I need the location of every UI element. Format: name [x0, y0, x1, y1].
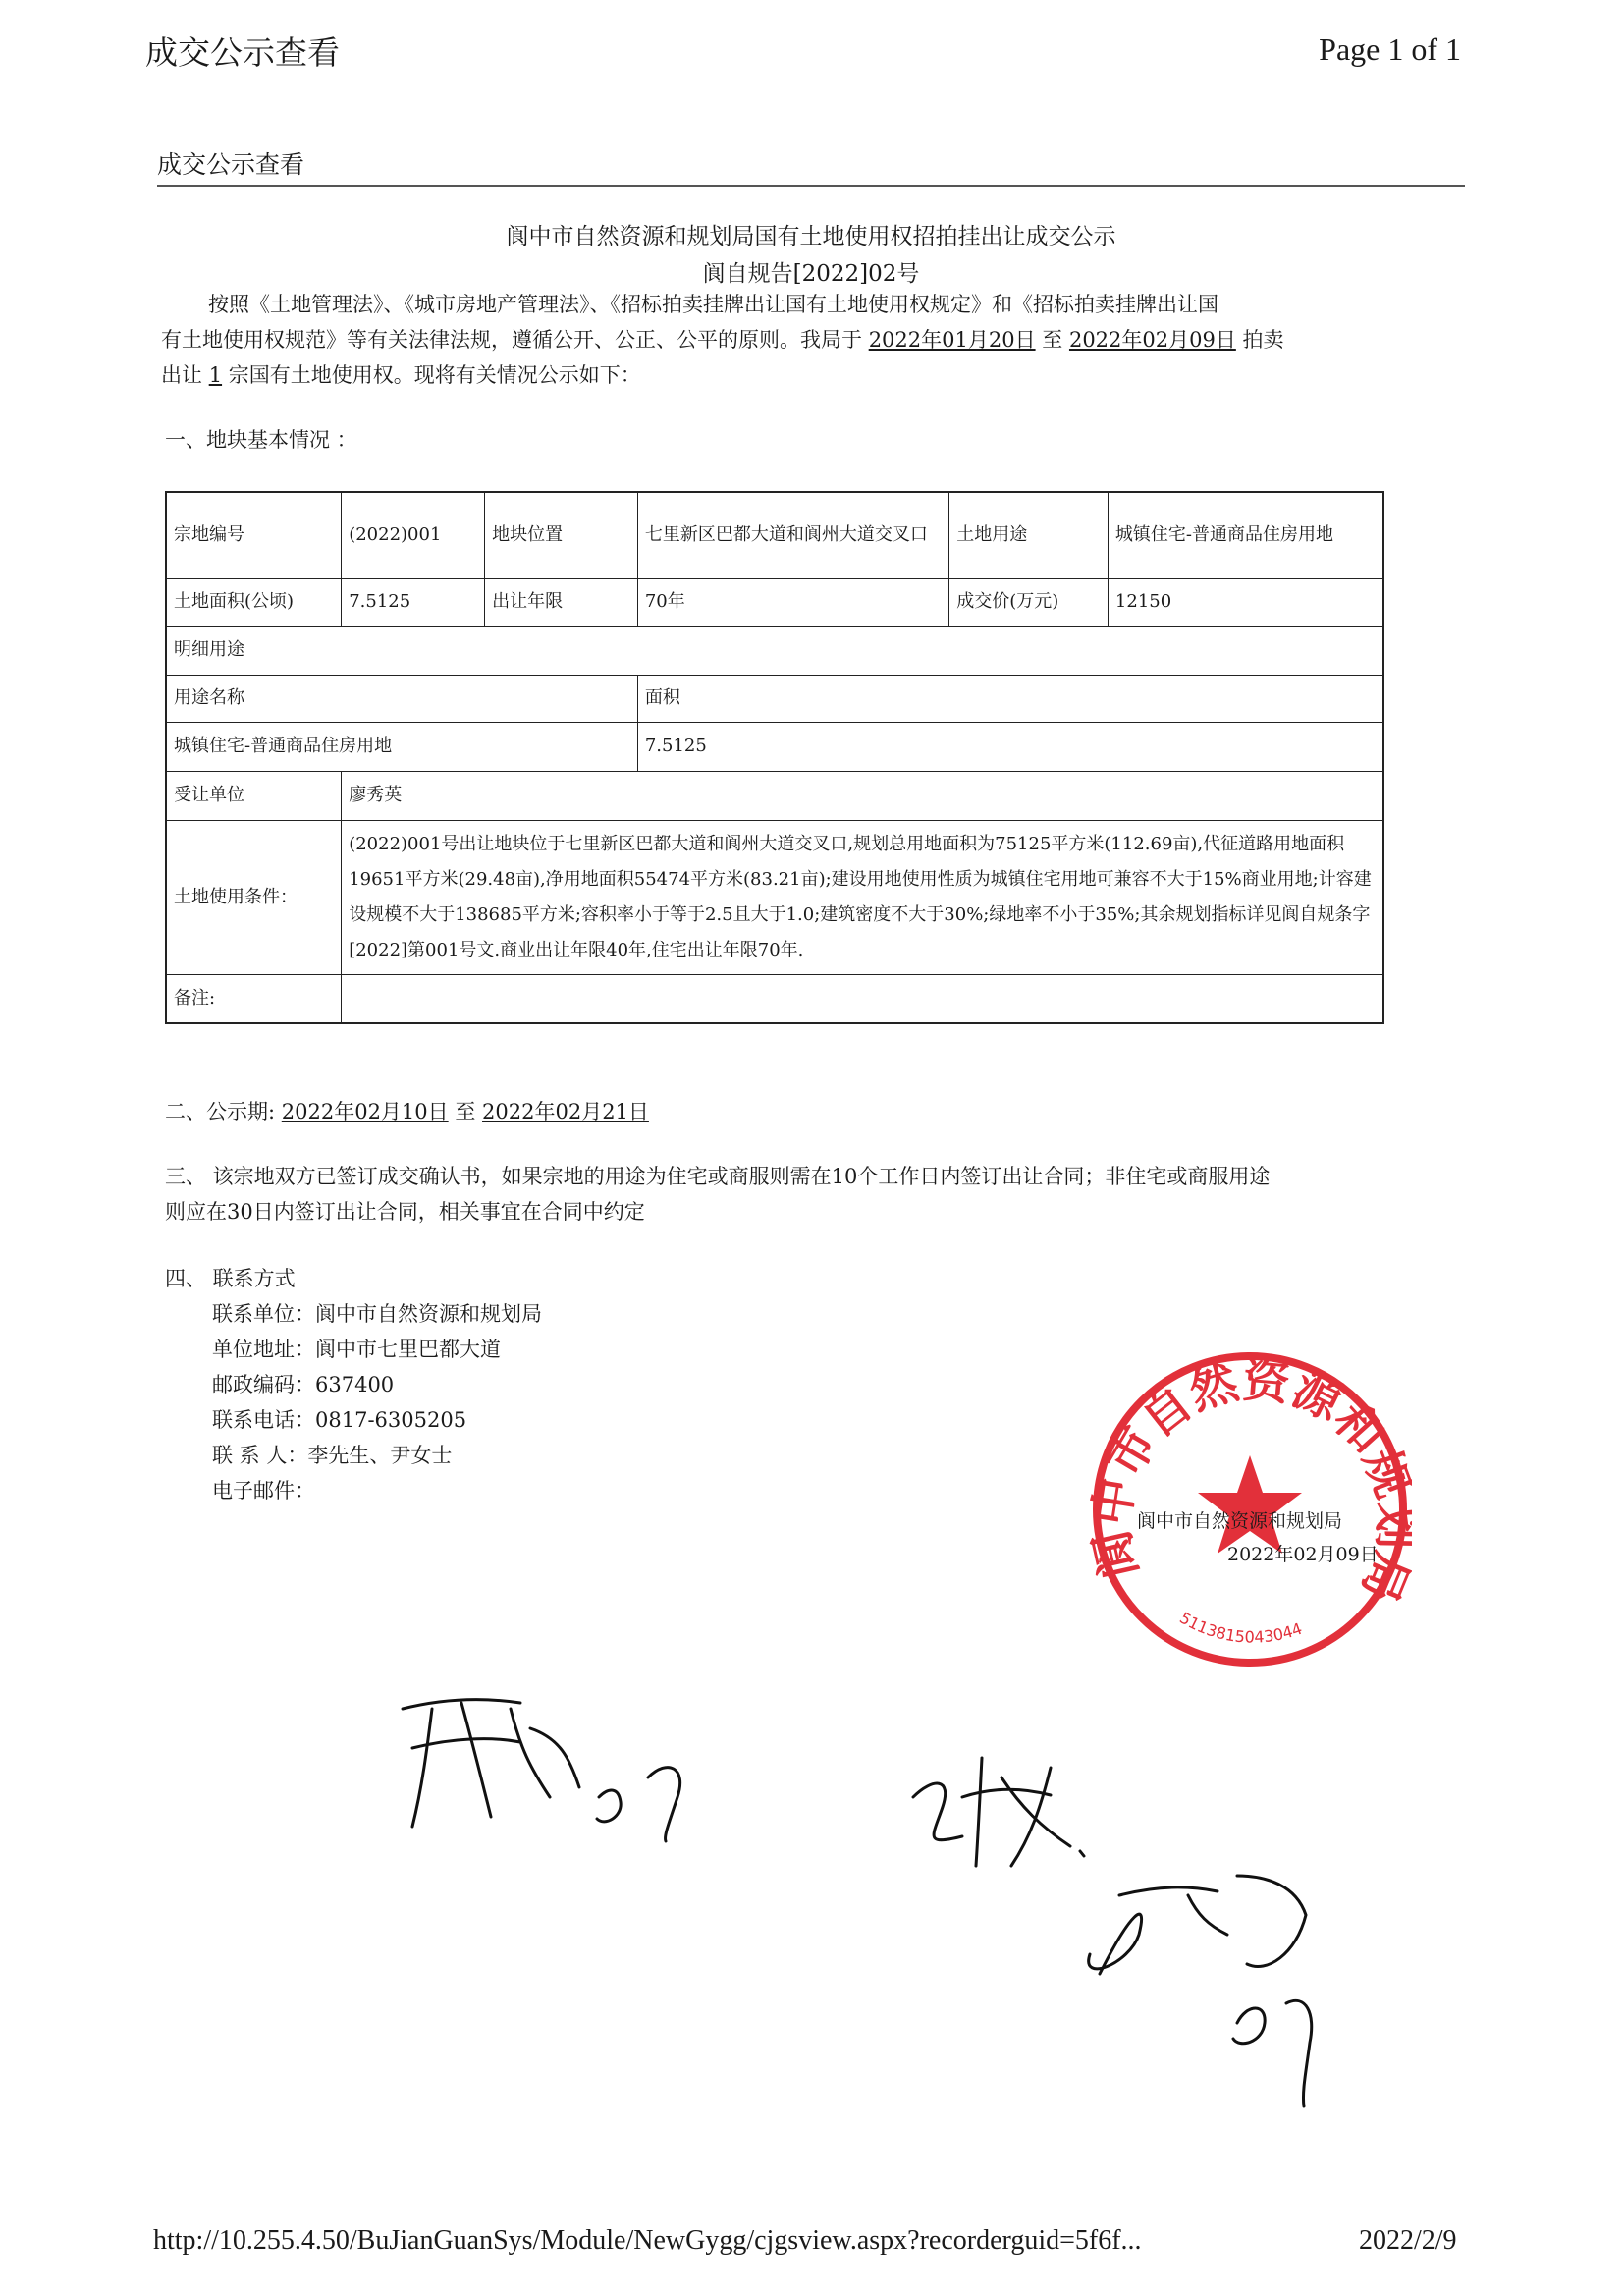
- label-assignee: 受让单位: [166, 771, 342, 820]
- section-2-label: 二、公示期:: [165, 1100, 276, 1123]
- seal-code: [1176, 1609, 1305, 1647]
- section-divider: [157, 185, 1465, 187]
- intro-line-2: [161, 322, 1284, 357]
- label-price: 成交价(万元): [949, 578, 1109, 626]
- contact-postcode: 邮政编码：637400: [212, 1373, 395, 1396]
- section-3-line-1: 三、 该宗地双方已签订成交确认书，如果宗地的用途为住宅或商服则需在10个工作日内签订出让合同；非住宅或商服用途: [165, 1165, 1271, 1188]
- signature-2: [903, 1738, 1100, 1876]
- section-2-line: [165, 1096, 649, 1125]
- value-area: 7.5125: [342, 578, 485, 626]
- intro-text-d: 宗国有土地使用权。现将有关情况公示如下：: [228, 363, 641, 387]
- intro-count: 1: [208, 363, 223, 387]
- intro-start-date: 2022年01月20日: [868, 328, 1036, 352]
- detail-head-name: 用途名称: [166, 675, 637, 722]
- intro-line-3: [161, 357, 641, 393]
- signature-1: [373, 1669, 697, 1846]
- value-parcel-no: (2022)001: [342, 492, 485, 578]
- contact-phone: 联系电话：0817-6305205: [212, 1408, 467, 1432]
- value-assignee: 廖秀英: [342, 771, 1383, 820]
- detail-heading: 明细用途: [166, 626, 1383, 675]
- table-row: [166, 492, 1383, 578]
- label-parcel-no: 宗地编号: [166, 492, 342, 578]
- detail-name: 城镇住宅-普通商品住房用地: [166, 722, 637, 771]
- label-remark: 备注:: [166, 974, 342, 1023]
- contact-address: 单位地址：阆中市七里巴都大道: [212, 1338, 501, 1361]
- label-conditions: 土地使用条件：: [166, 820, 342, 974]
- table-row: [166, 771, 1383, 820]
- page-indicator: Page 1 of 1: [1319, 31, 1461, 67]
- intro-to: 至: [1042, 328, 1063, 352]
- value-price: 12150: [1108, 578, 1383, 626]
- value-location: 七里新区巴都大道和阆州大道交叉口: [637, 492, 948, 578]
- intro-end-date: 2022年02月09日: [1068, 328, 1236, 352]
- section-4-heading: 四、 联系方式: [165, 1267, 296, 1290]
- publicity-to: 至: [455, 1100, 476, 1123]
- intro-text-c: 出让: [161, 363, 202, 387]
- intro-text-a: 有土地使用权规范》等有关法律法规，遵循公开、公正、公平的原则。我局于: [161, 328, 862, 352]
- publicity-start-date: 2022年02月10日: [281, 1100, 449, 1123]
- header-title: 成交公示查看: [145, 33, 340, 72]
- document-title: 阆中市自然资源和规划局国有土地使用权招拍挂出让成交公示: [506, 224, 1116, 249]
- table-row: [166, 722, 1383, 771]
- value-land-use: 城镇住宅-普通商品住房用地: [1108, 492, 1383, 578]
- publicity-end-date: 2022年02月21日: [482, 1100, 649, 1123]
- section-3-line-2: 则应在30日内签订出让合同，相关事宜在合同中约定: [165, 1200, 645, 1224]
- label-location: 地块位置: [485, 492, 638, 578]
- detail-area: 7.5125: [637, 722, 1383, 771]
- table-row: [166, 578, 1383, 626]
- label-land-use: 土地用途: [949, 492, 1109, 578]
- seal-code-textpath: 5113815043044: [1176, 1608, 1305, 1647]
- contact-person: 联 系 人：李先生、尹女士: [212, 1444, 453, 1467]
- label-area: 土地面积(公顷): [166, 578, 342, 626]
- value-remark: [342, 974, 1383, 1023]
- issuer-date: 2022年02月09日: [1227, 1544, 1379, 1565]
- intro-text-b: 拍卖: [1242, 328, 1284, 352]
- value-term: 70年: [637, 578, 948, 626]
- section-1-heading: 一、地块基本情况 ：: [165, 428, 357, 452]
- intro-line-1: 按照《土地管理法》、《城市房地产管理法》、《招标拍卖挂牌出让国有土地使用权规定》和《招标拍卖挂牌出让国: [208, 293, 1218, 316]
- seal-ring-textpath: 阆中市自然资源和: [1088, 1352, 1396, 1584]
- issuer-name: 阆中市自然资源和规划局: [1137, 1510, 1343, 1532]
- table-row: [166, 820, 1383, 974]
- table-row: [166, 626, 1383, 675]
- signature-3: [1070, 1856, 1326, 2111]
- section-title: 成交公示查看: [157, 150, 305, 179]
- land-info-table: [165, 491, 1384, 1024]
- label-term: 出让年限: [485, 578, 638, 626]
- footer-print-date: 2022/2/9: [1359, 2225, 1457, 2256]
- table-row: [166, 675, 1383, 722]
- notice-number: 阆自规告[2022]02号: [702, 261, 920, 287]
- footer-url: http://10.255.4.50/BuJianGuanSys/Module/NewGygg/cjgsview.aspx?recorderguid=5f6f...: [153, 2225, 1142, 2256]
- detail-head-area: 面积: [637, 675, 1383, 722]
- contact-unit: 联系单位：阆中市自然资源和规划局: [212, 1302, 542, 1326]
- table-row: [166, 974, 1383, 1023]
- value-conditions: (2022)001号出让地块位于七里新区巴都大道和阆州大道交叉口,规划总用地面积为75125平方米(112.69亩),代征道路用地面积19651平方米(29.48亩),净用地面积55474平方米(83.21亩);建设用地使用性质为城镇住宅用地可兼容不大于15%商业用地;计容建设规模不大于138685平方米;容积率小于等于2.5且大于1.0;建筑密度不大于30%;绿地率不小于35%;其余规划指标详见阆自规条字[2022]第001号文.商业出让年限40年,住宅出让年限70年.: [342, 820, 1383, 974]
- contact-email: 电子邮件：: [212, 1479, 315, 1503]
